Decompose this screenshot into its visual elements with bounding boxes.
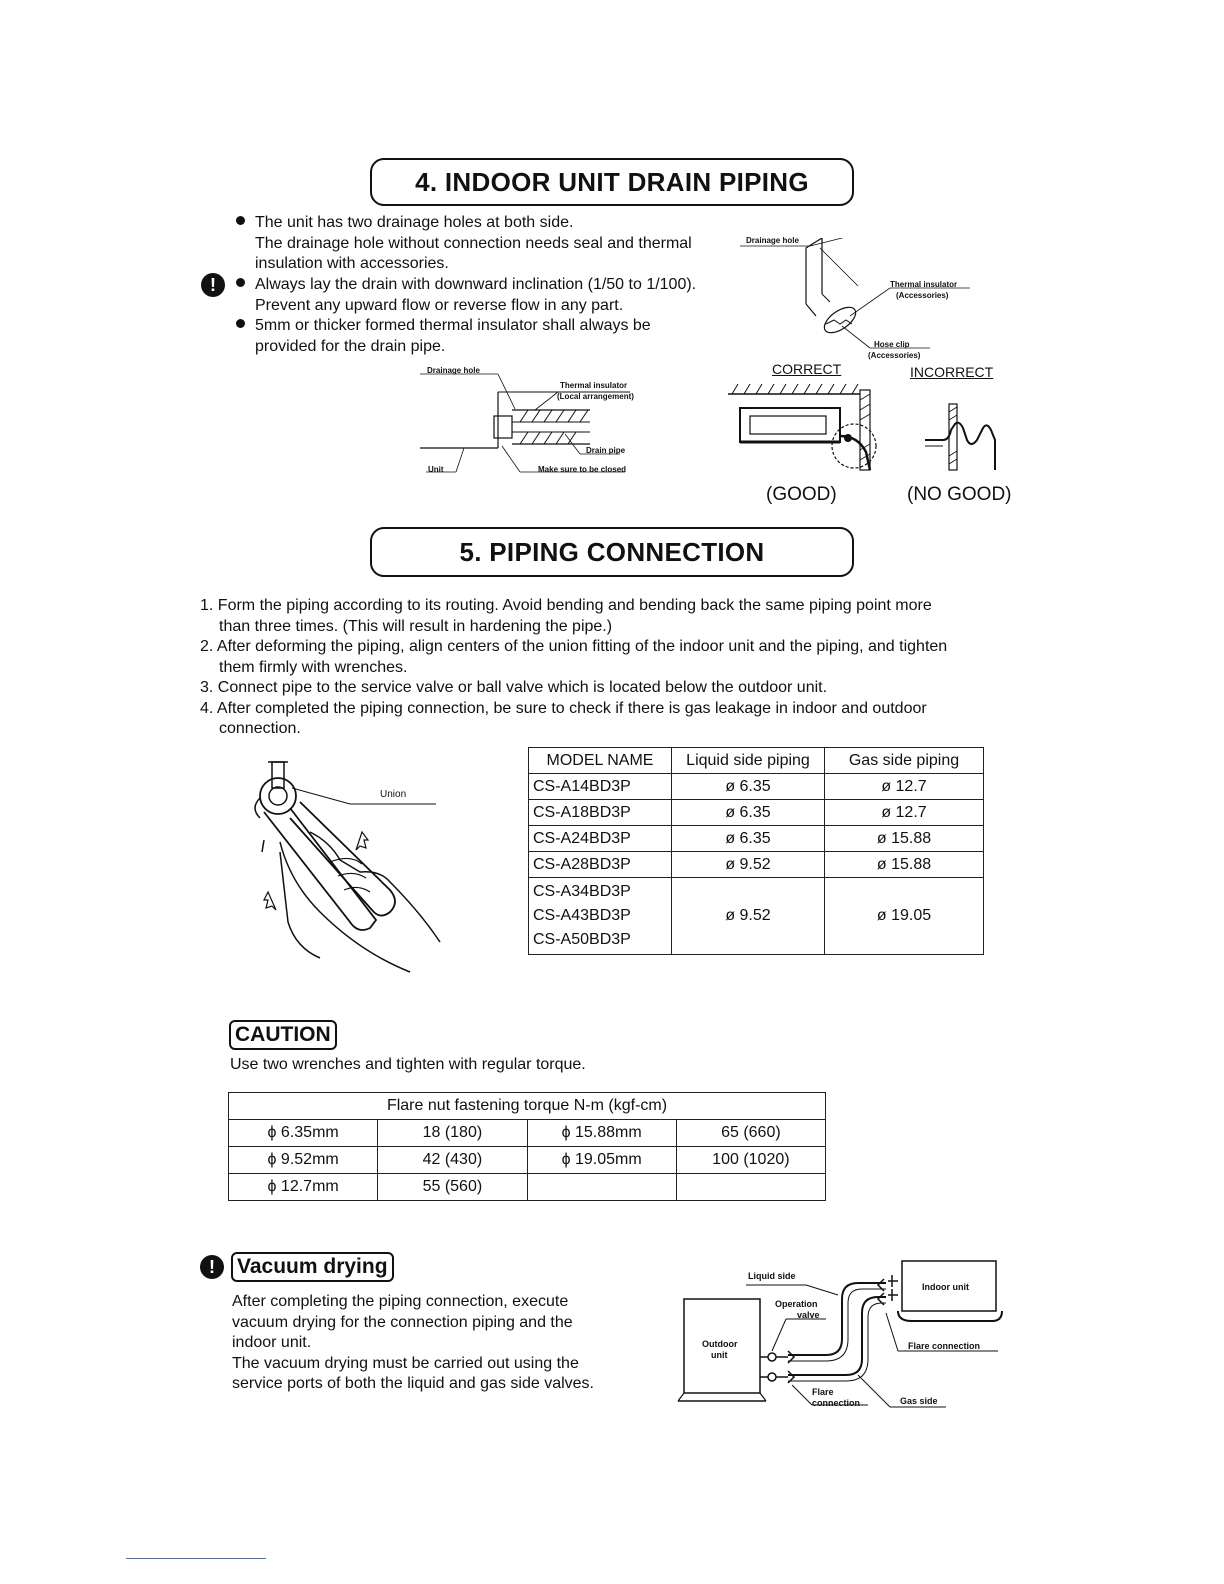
step3-line1: Connect pipe to the service valve or ball valve which is located below the outdoor unit. (217, 679, 828, 696)
list-item (200, 596, 947, 617)
torque-cell: ϕ 6.35mm (229, 1120, 378, 1147)
list-item (200, 699, 947, 720)
model-cell: CS-A28BD3P (529, 852, 672, 878)
valve-label: valve (797, 1310, 820, 1320)
gas-side-label: Gas side (900, 1396, 938, 1406)
outdoor-unit-label: unit (711, 1350, 728, 1360)
good-installation-figure (728, 380, 898, 480)
model-group-1: CS-A34BD3P (533, 883, 631, 900)
fig2-accessories-label-2: (Accessories) (868, 351, 921, 360)
vacuum-line1: After completing the piping connection, execute (232, 1293, 569, 1310)
warning-icon: ! (200, 1255, 224, 1279)
torque-cell: ϕ 12.7mm (229, 1174, 378, 1201)
gas-cell: ø 12.7 (825, 800, 984, 826)
step4-line1: After completed the piping connection, be sure to check if there is gas leakage in indoor and outdoor (216, 699, 927, 717)
correct-label: CORRECT (772, 361, 842, 377)
torque-cell (527, 1174, 676, 1201)
step2-line1: After deforming the piping, align centers of the union fitting of the indoor unit and the piping, and tighten (216, 638, 948, 655)
table-row-group (529, 878, 984, 955)
step1-line1: Form the piping according to its routing. Avoid bending and bending back the same piping point more (217, 597, 932, 614)
bullet2-line1: Always lay the drain with downward inclination (1/50 to 1/100). (255, 276, 697, 293)
table-row (529, 800, 984, 826)
section4-title (370, 158, 854, 206)
liquid-cell: ø 9.52 (672, 852, 825, 878)
model-cell: CS-A14BD3P (529, 774, 672, 800)
section5-title (370, 527, 854, 577)
torque-cell: 42 (430) (378, 1147, 527, 1174)
step2-num: 2. (200, 638, 214, 655)
table-row (229, 1147, 826, 1174)
flare-label: Flare (812, 1387, 834, 1397)
caution-label: CAUTION (229, 1020, 337, 1050)
flare-connection-label: connection (812, 1398, 861, 1408)
vacuum-text (232, 1292, 594, 1395)
fig1-thermal-insulator-label: Thermal insulator (560, 381, 628, 390)
gas-cell: ø 12.7 (825, 774, 984, 800)
wrench-union-figure (250, 752, 450, 978)
bullet1-line3: insulation with accessories. (255, 255, 449, 272)
table-header-row (529, 748, 984, 774)
table-row (229, 1120, 826, 1147)
union-label: Union (380, 789, 407, 800)
model-group-cell (529, 878, 672, 955)
vacuum-line2: vacuum drying for the connection piping and the (232, 1313, 573, 1331)
fig2-hose-clip-label: Hose clip (874, 340, 910, 349)
gas-cell: ø 15.88 (825, 852, 984, 878)
vacuum-connection-diagram (676, 1255, 1006, 1415)
table-row (529, 774, 984, 800)
liquid-cell: ø 6.35 (672, 774, 825, 800)
step4-num: 4. (200, 699, 214, 717)
torque-cell: ϕ 15.88mm (527, 1120, 676, 1147)
fig1-drainage-hole-label: Drainage hole (427, 366, 480, 375)
model-cell: CS-A18BD3P (529, 800, 672, 826)
torque-table (228, 1092, 826, 1201)
bullet1-line2: The drainage hole without connection needs seal and thermal (255, 235, 692, 252)
table-row (529, 852, 984, 878)
footnote-divider (126, 1558, 266, 1559)
section4-bullet1 (236, 213, 573, 234)
torque-cell: 65 (660) (676, 1120, 825, 1147)
warning-icon: ! (201, 273, 225, 297)
vacuum-drying-label: Vacuum drying (231, 1252, 394, 1282)
header-gas: Gas side piping (825, 748, 984, 774)
operation-label: Operation (775, 1299, 818, 1309)
flare-connection-indoor-label: Flare connection (908, 1341, 981, 1351)
model-piping-table (528, 747, 984, 955)
step2-line2: them firmly with wrenches. (219, 658, 408, 676)
fig2-accessories-label: (Accessories) (896, 291, 949, 300)
list-item (200, 637, 947, 658)
torque-cell: ϕ 9.52mm (229, 1147, 378, 1174)
torque-cell: 55 (560) (378, 1174, 527, 1201)
fig1-make-sure-label: Make sure to be closed (538, 465, 627, 474)
bullet-dot-icon (236, 278, 245, 287)
indoor-unit-label: Indoor unit (922, 1282, 969, 1292)
vacuum-line5: service ports of both the liquid and gas side valves. (232, 1375, 594, 1392)
model-cell: CS-A24BD3P (529, 826, 672, 852)
table-row (229, 1174, 826, 1201)
gas-group-cell: ø 19.05 (825, 878, 984, 955)
no-good-label: (NO GOOD) (907, 484, 1012, 505)
torque-header-row (229, 1093, 826, 1120)
fig2-thermal-insulator-label: Thermal insulator (890, 280, 958, 289)
section4-bullet2 (236, 275, 696, 296)
vacuum-line4: The vacuum drying must be carried out using the (232, 1354, 579, 1372)
step3-num: 3. (200, 679, 214, 696)
caution-text: Use two wrenches and tighten with regular torque. (230, 1056, 586, 1073)
fig1-local-arrangement-label: (Local arrangement) (557, 392, 634, 401)
vacuum-line3: indoor unit. (232, 1334, 312, 1351)
outdoor-label: Outdoor (702, 1339, 738, 1349)
header-model-name: MODEL NAME (529, 748, 672, 774)
torque-cell: 100 (1020) (676, 1147, 825, 1174)
bullet3-line2: provided for the drain pipe. (255, 338, 446, 355)
bullet3-line1: 5mm or thicker formed thermal insulator shall always be (255, 317, 651, 334)
step4-line2: connection. (219, 720, 301, 737)
section5-title-text: 5. PIPING CONNECTION (459, 536, 765, 567)
fig2-drainage-hole-label: Drainage hole (746, 236, 799, 245)
bullet1-line1: The unit has two drainage holes at both side. (255, 214, 574, 231)
fig1-drain-pipe-label: Drain pipe (586, 446, 626, 455)
header-liquid: Liquid side piping (672, 748, 825, 774)
table-row (529, 826, 984, 852)
section4-title-text: 4. INDOOR UNIT DRAIN PIPING (415, 166, 809, 197)
bullet-dot-icon (236, 216, 245, 225)
step1-line2: than three times. (This will result in hardening the pipe.) (219, 617, 613, 635)
torque-cell: 18 (180) (378, 1120, 527, 1147)
torque-cell: ϕ 19.05mm (527, 1147, 676, 1174)
torque-header: Flare nut fastening torque N-m (kgf-cm) (229, 1093, 826, 1120)
no-good-installation-figure (925, 400, 1005, 475)
list-item (200, 678, 947, 699)
section4-bullet3 (236, 316, 651, 337)
torque-cell (676, 1174, 825, 1201)
model-group-3: CS-A50BD3P (533, 931, 631, 948)
bullet-dot-icon (236, 319, 245, 328)
gas-cell: ø 15.88 (825, 826, 984, 852)
incorrect-label: INCORRECT (910, 364, 994, 380)
liquid-cell: ø 6.35 (672, 800, 825, 826)
step1-num: 1. (200, 597, 214, 614)
bullet2-line2: Prevent any upward flow or reverse flow in any part. (255, 297, 624, 314)
liquid-group-cell: ø 9.52 (672, 878, 825, 955)
fig1-unit-label: Unit (428, 465, 444, 474)
piping-steps-list (200, 596, 947, 740)
model-group-2: CS-A43BD3P (533, 907, 631, 924)
good-label: (GOOD) (766, 484, 837, 505)
liquid-side-label: Liquid side (748, 1271, 796, 1281)
liquid-cell: ø 6.35 (672, 826, 825, 852)
